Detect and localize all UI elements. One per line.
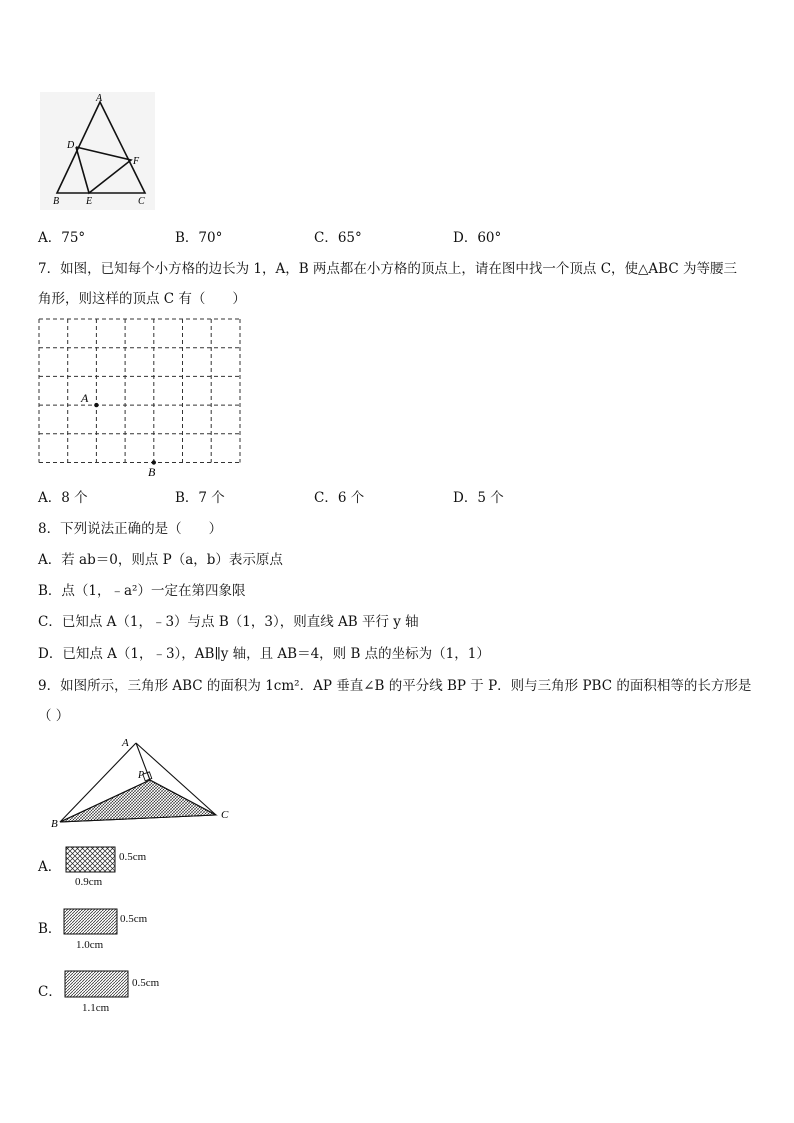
fig9-label-C: C xyxy=(221,809,229,821)
q9-option-b-key: B． xyxy=(38,921,62,937)
q7-option-b: B．7 个 xyxy=(175,490,225,506)
q9-stem-line2: （ ） xyxy=(38,708,70,724)
q7-option-c: C．6 个 xyxy=(314,490,365,506)
q9-option-b-width: 1.0cm xyxy=(76,939,104,951)
q9-stem-line1: 9．如图所示，三角形 ABC 的面积为 1cm²．AP 垂直∠B 的平分线 BP 于 P．则与三角形 PBC 的面积相等的长方形是 xyxy=(38,678,752,694)
q8-option-d: D．已知点 A（1，﹣3），AB∥y 轴，且 AB＝4，则 B 点的坐标为（1，1） xyxy=(38,646,490,662)
fig9-label-B: B xyxy=(51,818,58,830)
q9-option-c-rect xyxy=(64,970,130,999)
q9-triangle-figure xyxy=(48,734,248,834)
fig6-label-B: B xyxy=(53,196,60,207)
q6-triangle-figure xyxy=(40,92,155,210)
fig6-label-D: D xyxy=(67,140,75,151)
q6-option-b: B．70° xyxy=(175,230,223,246)
q7-grid-figure xyxy=(30,312,250,482)
q7-option-a: A．8 个 xyxy=(38,490,88,506)
q9-option-c-key: C． xyxy=(38,984,62,1000)
q9-option-b-height: 0.5cm xyxy=(120,913,148,925)
grid-point-a xyxy=(94,403,98,407)
q9-option-a-rect xyxy=(65,846,117,874)
grid-label-A: A xyxy=(81,391,89,405)
q7-stem-line2: 角形，则这样的顶点 C 有（ ） xyxy=(38,291,246,307)
fig6-label-F: F xyxy=(133,156,140,167)
q6-option-c: C．65° xyxy=(314,230,362,246)
q8-option-b: B．点（1，﹣a²）一定在第四象限 xyxy=(38,583,246,599)
fig9-label-P: P xyxy=(138,770,145,781)
q9-option-c-width: 1.1cm xyxy=(82,1002,110,1014)
fig6-label-E: E xyxy=(86,196,93,207)
q8-stem: 8．下列说法正确的是（ ） xyxy=(38,521,223,537)
grid-label-B: B xyxy=(148,465,156,479)
q8-option-c: C．已知点 A（1，﹣3）与点 B（1，3），则直线 AB 平行 y 轴 xyxy=(38,614,419,630)
q8-option-a: A．若 ab＝0，则点 P（a，b）表示原点 xyxy=(38,552,283,568)
q9-option-a-key: A． xyxy=(38,859,62,875)
q9-option-a-width: 0.9cm xyxy=(75,876,103,888)
q9-option-a-height: 0.5cm xyxy=(119,851,147,863)
q7-stem-line1: 7．如图，已知每个小方格的边长为 1，A，B 两点都在小方格的顶点上，请在图中找一个顶点 C，使△ABC 为等腰三 xyxy=(38,261,737,277)
q9-option-c-height: 0.5cm xyxy=(132,977,160,989)
fig9-label-A: A xyxy=(122,737,129,749)
fig6-label-A: A xyxy=(96,93,103,104)
q9-option-b-rect xyxy=(63,908,119,936)
q6-option-d: D．60° xyxy=(453,230,502,246)
q7-option-d: D．5 个 xyxy=(453,490,504,506)
q6-option-a: A．75° xyxy=(38,230,86,246)
fig6-label-C: C xyxy=(138,196,145,207)
